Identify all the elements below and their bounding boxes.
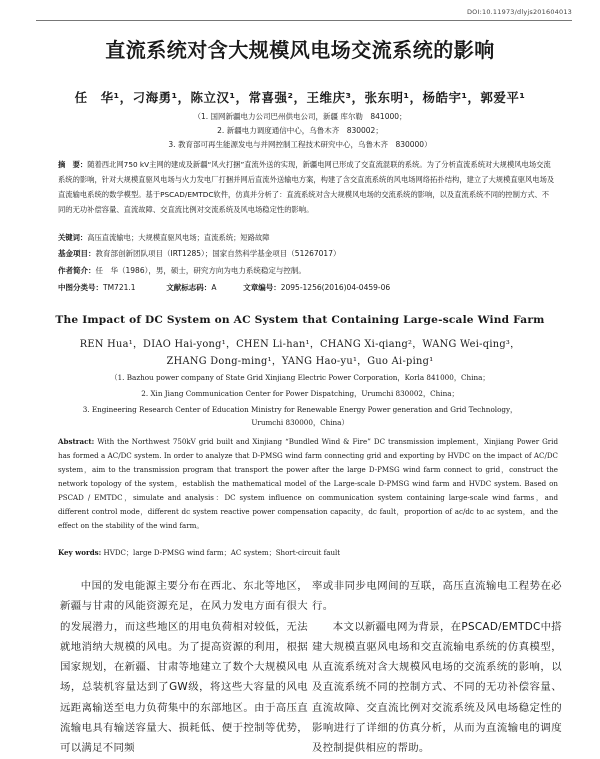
fund-line xyxy=(58,248,556,259)
author-intro-line xyxy=(58,265,556,276)
article-id-label: 文章编号： xyxy=(243,283,281,292)
affiliation-zh-2: 2. 新疆电力调度通信中心，乌鲁木齐 830002； xyxy=(217,126,383,135)
authors-chinese: 任 华¹，刁海勇¹，陈立汉¹，常喜强²，王维庆³，张东明¹，杨皓宇¹，郭爱平¹ xyxy=(74,90,526,105)
fund-label: 基金项目： xyxy=(58,249,96,258)
abstract-zh-text: 随着西北网750 kV主网的建成及新疆“风火打捆”直流外送的实现，新疆电网已形成了交直流混联的系统。为了分析直流系统对大规模风电场交流系统的影响，针对大规模直驱风电场与火力发电厂打捆并网后直流外送输电方案，构建了含交直流系统的风电场网络拓扑结构，建立了大规模直驱风电场及直流输电系统的数学模型。基于PSCAD/EMTDC软件，仿真并分析了：直流系统对含大规模风电场的交流系统的影响，以及直流系统不同的控制方式、不同的无功补偿容量、直流故障、交直流比例对交流系统及风电场稳定性的影响。 xyxy=(58,160,555,214)
affiliation-en-3: 3. Engineering Research Center of Education Ministry for Renewable Energy Power generation and Grid Technology， xyxy=(82,405,518,414)
doi-label: DOI:10.11973/dlyjs201604013 xyxy=(466,8,572,16)
body-right-column xyxy=(312,576,562,759)
authors-english-line-1: REN Hua¹，DIAO Hai-yong¹，CHEN Li-han¹，CHANG Xi-qiang²，WANG Wei-qing³， xyxy=(79,339,521,350)
classification-line xyxy=(58,282,556,293)
article-id-value: 2095-1256(2016)04-0459-06 xyxy=(280,283,391,292)
affiliation-en-4: Urumchi 830000，China） xyxy=(251,418,349,427)
title-chinese: 直流系统对含大规模风电场交流系统的影响 xyxy=(105,38,495,62)
affiliation-zh-1: （1. 国网新疆电力公司巴州供电公司，新疆 库尔勒 841000； xyxy=(193,112,407,121)
clc-value: TM721.1 xyxy=(103,283,136,292)
fund-text: 教育部创新团队项目（IRT1285）；国家自然科学基金项目（51267017） xyxy=(95,249,341,258)
keywords-zh-text: 高压直流输电；大规模直驱风电场；直流系统；短路故障 xyxy=(87,233,270,242)
authors-english-line-2: ZHANG Dong-ming¹，YANG Hao-yu¹，Guo Ai-ping¹ xyxy=(166,356,434,367)
body-left-column: 中国的发电能源主要分布在西北、东北等地区，新疆与甘肃的风能资源充足，在风力发电方面有很大的发展潜力，而这些地区的用电负荷相对较低，无法就地消纳大规模的风电。为了提高资源的利用，根据国家规划，在新疆、甘肃等地建立了数个大规模风电场，总装机容量达到了GW级，将这些大容量的风电远距离输送至电力负荷集中的东部地区。由于高压直流输电具有输送容量大、损耗低、便于控制等优势，可以满足不同频 xyxy=(60,580,308,755)
keywords-english xyxy=(58,548,558,558)
abstract-en-text: With the Northwest 750kV grid built and Xinjiang “Bundled Wind & Fire” DC transmission implement，Xinjiang Power Grid has formed a AC/DC system. In order to analyze that D-PMSG wind farm connecting grid and exporting by HVDC on the impact of AC/DC system，aim to the transmission program that transport the power after the large D-PMSG wind farm connect to grid，construct the network topology of the system，establish the mathematical model of the Large-scale D-PMSG wind farm and HVDC system. Based on PSCAD / EMTDC，simulate and analysis：DC system influence on communication system containing large-scale wind farms，and different control mode，different dc system reactive power compensation capacity，dc fault，proportion of ac/dc to ac system，and the effect on the stability of the wind farm。 xyxy=(58,437,558,530)
author-intro-label: 作者简介： xyxy=(58,266,96,275)
keywords-chinese xyxy=(58,230,556,245)
affiliation-en-1: （1. Bazhou power company of State Grid Xinjiang Electric Power Corporation，Korla 841000，China； xyxy=(110,373,490,382)
abstract-zh-label: 摘 要： xyxy=(58,160,88,169)
abstract-english xyxy=(58,435,558,533)
header-rule xyxy=(36,20,572,21)
affiliation-zh-3: 3. 教育部可再生能源发电与并网控制工程技术研究中心，乌鲁木齐 830000） xyxy=(168,140,432,149)
keywords-en-label: Key words: xyxy=(58,548,102,557)
doc-code-value: A xyxy=(211,283,217,292)
affiliation-en-2: 2. Xin Jiang Communication Center for Power Dispatching，Urumchi 830002，China； xyxy=(141,389,459,398)
abstract-chinese xyxy=(58,157,556,217)
author-intro-text: 任 华（1986），男，硕士，研究方向为电力系统稳定与控制。 xyxy=(95,266,306,275)
abstract-en-label: Abstract: xyxy=(58,437,95,446)
clc-label: 中图分类号： xyxy=(58,283,103,292)
doc-code-label: 文献标志码： xyxy=(166,283,212,292)
keywords-en-text: HVDC；large D-PMSG wind farm；AC system；Short-circuit fault xyxy=(103,548,341,557)
body-right-paragraph-1: 率或非同步电网间的互联，高压直流输电工程势在必行。 xyxy=(312,580,562,613)
keywords-zh-label: 关键词： xyxy=(58,233,88,242)
title-english: The Impact of DC System on AC System that Containing Large-scale Wind Farm xyxy=(55,314,545,326)
body-right-paragraph-2: 本文以新疆电网为背景，在PSCAD/EMTDC中搭建大规模直驱风电场和交直流输电系统的仿真模型，从直流系统对含大规模风电场的交流系统的影响，以及直流系统不同的控制方式、不同的无功补偿容量、直流故障、交直流比例对交流系统及风电场稳定性的影响进行了详细的仿真分析，从而为直流输电的调度及控制提供相应的帮助。 xyxy=(312,620,562,755)
